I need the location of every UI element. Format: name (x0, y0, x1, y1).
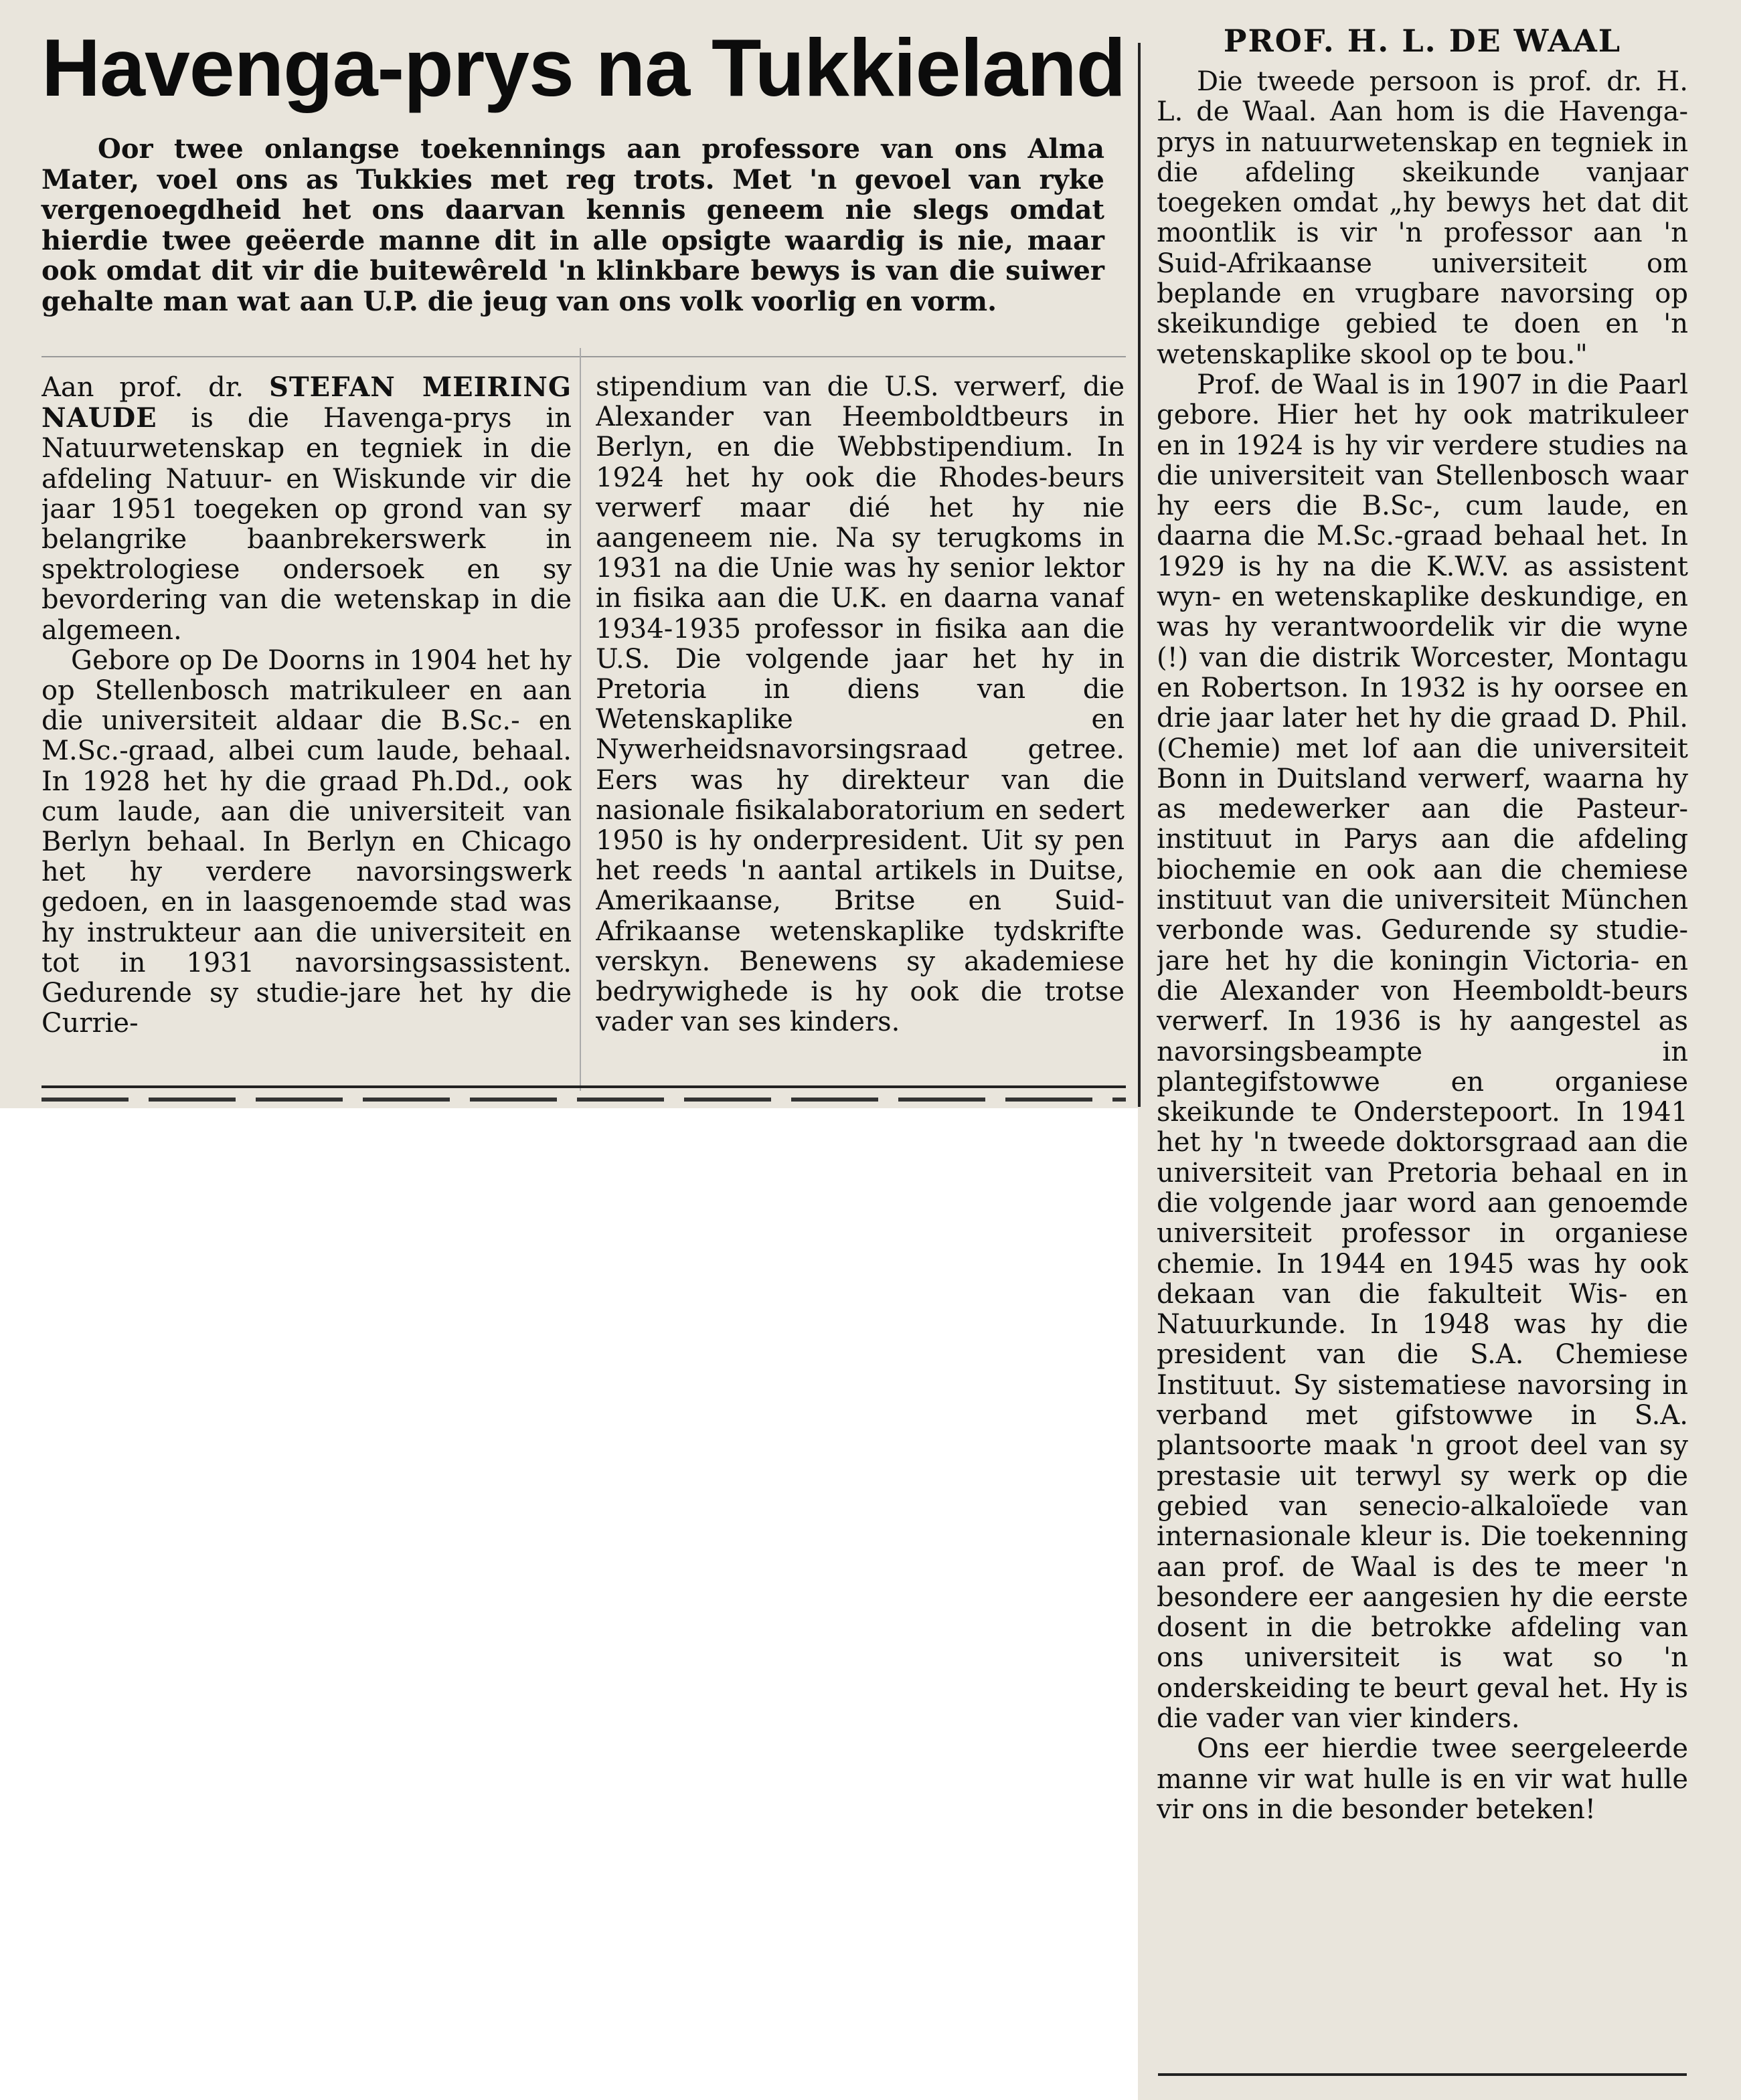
naude-column-2 (596, 372, 1125, 1081)
naude-paragraph-1 (42, 372, 572, 646)
dewaal-paragraph-1: Die tweede persoon is prof. dr. H. L. de Waal. Aan hom is die Havenga-prys in natuurwetenskap en tegniek in die afdeling skeikunde vanjaar toegeken omdat „hy bewys het dat dit moontlik is vir 'n professor aan 'n Suid-Afrikaanse universiteit om beplande en vrugbare navorsing op skeikundige gebied te doen en 'n wetenskaplike skool op te bou." (1157, 67, 1688, 370)
intro-divider (42, 356, 1126, 357)
naude-paragraph-2-continued: stipendium van die U.S. verwerf, die Alexander van Heemboldtbeurs in Berlyn, en die Webbstipendium. In 1924 het hy ook die Rhodes-beurs verwerf maar dié het hy nie aangeneem nie. Na sy terugkoms in 1931 na die Unie was hy senior lektor in fisika aan die U.K. en daarna vanaf 1934-1935 professor in fisika aan die U.S. Die volgende jaar het hy in Pretoria in diens van die Wetenskaplike en Nywerheidsnavorsingsraad getree. Eers was hy direkteur van die nasionale fisikalaboratorium en sedert 1950 is hy onderpresident. Uit sy pen het reeds 'n aantal artikels in Duitse, Amerikaanse, Britse en Suid-Afrikaanse wetenskaplike tydskrifte verskyn. Benewens sy akademiese bedrywighede is hy ook die trotse vader van ses kinders. (596, 372, 1125, 1038)
naude-name: STEFAN MEIRING NAUDE (42, 372, 572, 434)
naude-paragraph-2: Gebore op De Doorns in 1904 het hy op Stellenbosch matrikuleer en aan die universiteit aldaar die B.Sc.- en M.Sc.-graad, albei cum laude, behaal. In 1928 het hy die graad Ph.Dd., ook cum laude, aan die universiteit van Berlyn behaal. In Berlyn en Chicago het hy verdere navorsingswerk gedoen, en in laasgenoemde stad was hy instrukteur aan die universiteit en tot in 1931 navorsingsassistent. Gedurende sy studie-jare het hy die Currie- (42, 644, 572, 1039)
article-headline: Havenga-prys na Tukkieland (42, 22, 1126, 113)
vertical-column-rule (1138, 43, 1141, 1107)
article-bottom-dashed-rule (42, 1098, 1126, 1102)
dewaal-column (1157, 67, 1688, 2061)
article-bottom-rule (42, 1085, 1126, 1088)
naude-lead: Aan prof. dr. (42, 372, 244, 403)
dewaal-heading: PROF. H. L. DE WAAL (1223, 23, 1622, 59)
naude-paragraph-1-text: is die Havenga-prys in Natuurwetenskap en tegniek in die afdeling Natuur- en Wiskunde vir die jaar 1951 toegeken op grond van sy belangrike baanbrekerswerk in spektrologiese ondersoek en sy bevordering van die wetenskap in die algemeen. (42, 403, 572, 646)
dewaal-paragraph-3: Ons eer hierdie twee seergeleerde manne vir wat hulle is en vir wat hulle vir ons in die besonder beteken! (1157, 1733, 1688, 1825)
dewaal-bottom-rule (1158, 2073, 1687, 2076)
article-intro: Oor twee onlangse toekennings aan professore van ons Alma Mater, voel ons as Tukkies met reg trots. Met 'n gevoel van ryke vergenoegdheid het ons daarvan kennis geneem nie slegs omdat hierdie twee geëerde manne dit in alle opsigte waardig is nie, maar ook omdat dit vir die buitewêreld 'n klinkbare bewys is van die suiwer gehalte man wat aan U.P. die jeug van ons volk voorlig en vorm. (42, 133, 1104, 317)
dewaal-paragraph-2: Prof. de Waal is in 1907 in die Paarl gebore. Hier het hy ook matrikuleer en in 1924 is hy vir verdere studies na die universiteit van Stellenbosch waar hy eers die B.Sc-, cum laude, en daarna die M.Sc.-graad behaal het. In 1929 is hy na die K.W.V. as assistent wyn- en wetenskaplike deskundige, en was hy verantwoordelik vir die wyne (!) van die distrik Worcester, Montagu en Robertson. In 1932 is hy oorsee en drie jaar later het hy die graad D. Phil. (Chemie) met lof aan die universiteit Bonn in Duitsland verwerf, waarna hy as medewerker aan die Pasteur-instituut in Parys aan die afdeling biochemie en ook aan die chemiese instituut van die universiteit München verbonde was. Gedurende sy studie-jare het hy die koningin Victoria- en die Alexander von Heemboldt-beurs verwerf. In 1936 is hy aangestel as navorsingsbeampte in plantegifstowwe en organiese skeikunde te Onderstepoort. In 1941 het hy 'n tweede doktorsgraad aan die universiteit van Pretoria behaal en in die volgende jaar word aan genoemde universiteit professor in organiese chemie. In 1944 en 1945 was hy ook dekaan van die fakulteit Wis- en Natuurkunde. In 1948 was hy die president van die S.A. Chemiese Instituut. Sy sistematiese navorsing in verband met gifstowwe in S.A. plantsoorte maak 'n groot deel van sy prestasie uit terwyl sy werk op die gebied van senecio-alkaloïede van internasionale kleur is. Die toekenning aan prof. de Waal is des te meer 'n besondere eer aangesien hy die eerste dosent in die betrokke afdeling van ons universiteit is wat so 'n onderskeiding te beurt geval het. Hy is die vader van vier kinders. (1157, 369, 1688, 1735)
naude-column-1 (42, 372, 572, 1081)
column-divider (580, 348, 581, 1091)
